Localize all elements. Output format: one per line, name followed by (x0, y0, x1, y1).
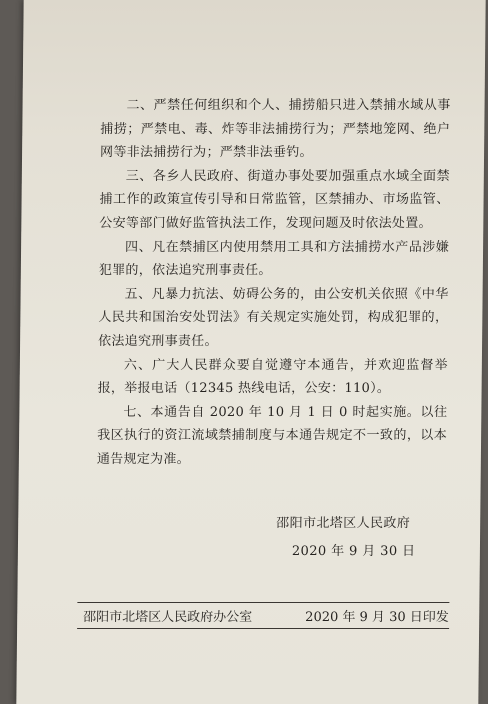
footer-office: 邵阳市北塔区人民政府办公室 (83, 610, 253, 625)
notice-paragraph: 四、凡在禁捕区内使用禁用工具和方法捕捞水产品涉嫌犯罪的，依法追究刑事责任。 (98, 239, 450, 279)
issue-date: 2020 年 9 月 30 日 (291, 544, 416, 559)
notice-body (97, 94, 451, 472)
notice-paragraph: 七、本通告自 2020 年 10 月 1 日 0 时起实施。以往我区执行的资江流域禁捕制度与本通告规定不一致的，以本通告规定为准。 (96, 404, 448, 467)
document-sheet (16, 0, 485, 704)
footer-divider-bottom (77, 628, 449, 629)
issuing-organization: 邵阳市北塔区人民政府 (276, 516, 411, 531)
notice-paragraph: 六、广大人民群众要自觉遵守本通告，并欢迎监督举报，举报电话（12345 热线电话，公安：110）。 (97, 357, 448, 397)
notice-paragraph: 五、凡暴力抗法、妨碍公务的，由公安机关依照《中华人民共和国治安处罚法》有关规定实施处罚，构成犯罪的，依法追究刑事责任。 (98, 286, 449, 349)
footer-divider-top (77, 602, 449, 603)
footer-print-date: 2020 年 9 月 30 日印发 (305, 610, 449, 625)
notice-paragraph: 三、各乡人民政府、街道办事处要加强重点水域全面禁捕工作的政策宣传引导和日常监管，区禁捕办、市场监管、公安等部门做好监管执法工作，发现问题及时依法处置。 (99, 168, 450, 231)
notice-paragraph: 二、严禁任何组织和个人、捕捞船只进入禁捕水域从事捕捞；严禁电、毒、炸等非法捕捞行为；严禁地笼网、绝户网等非法捕捞行为；严禁非法垂钓。 (100, 98, 451, 161)
